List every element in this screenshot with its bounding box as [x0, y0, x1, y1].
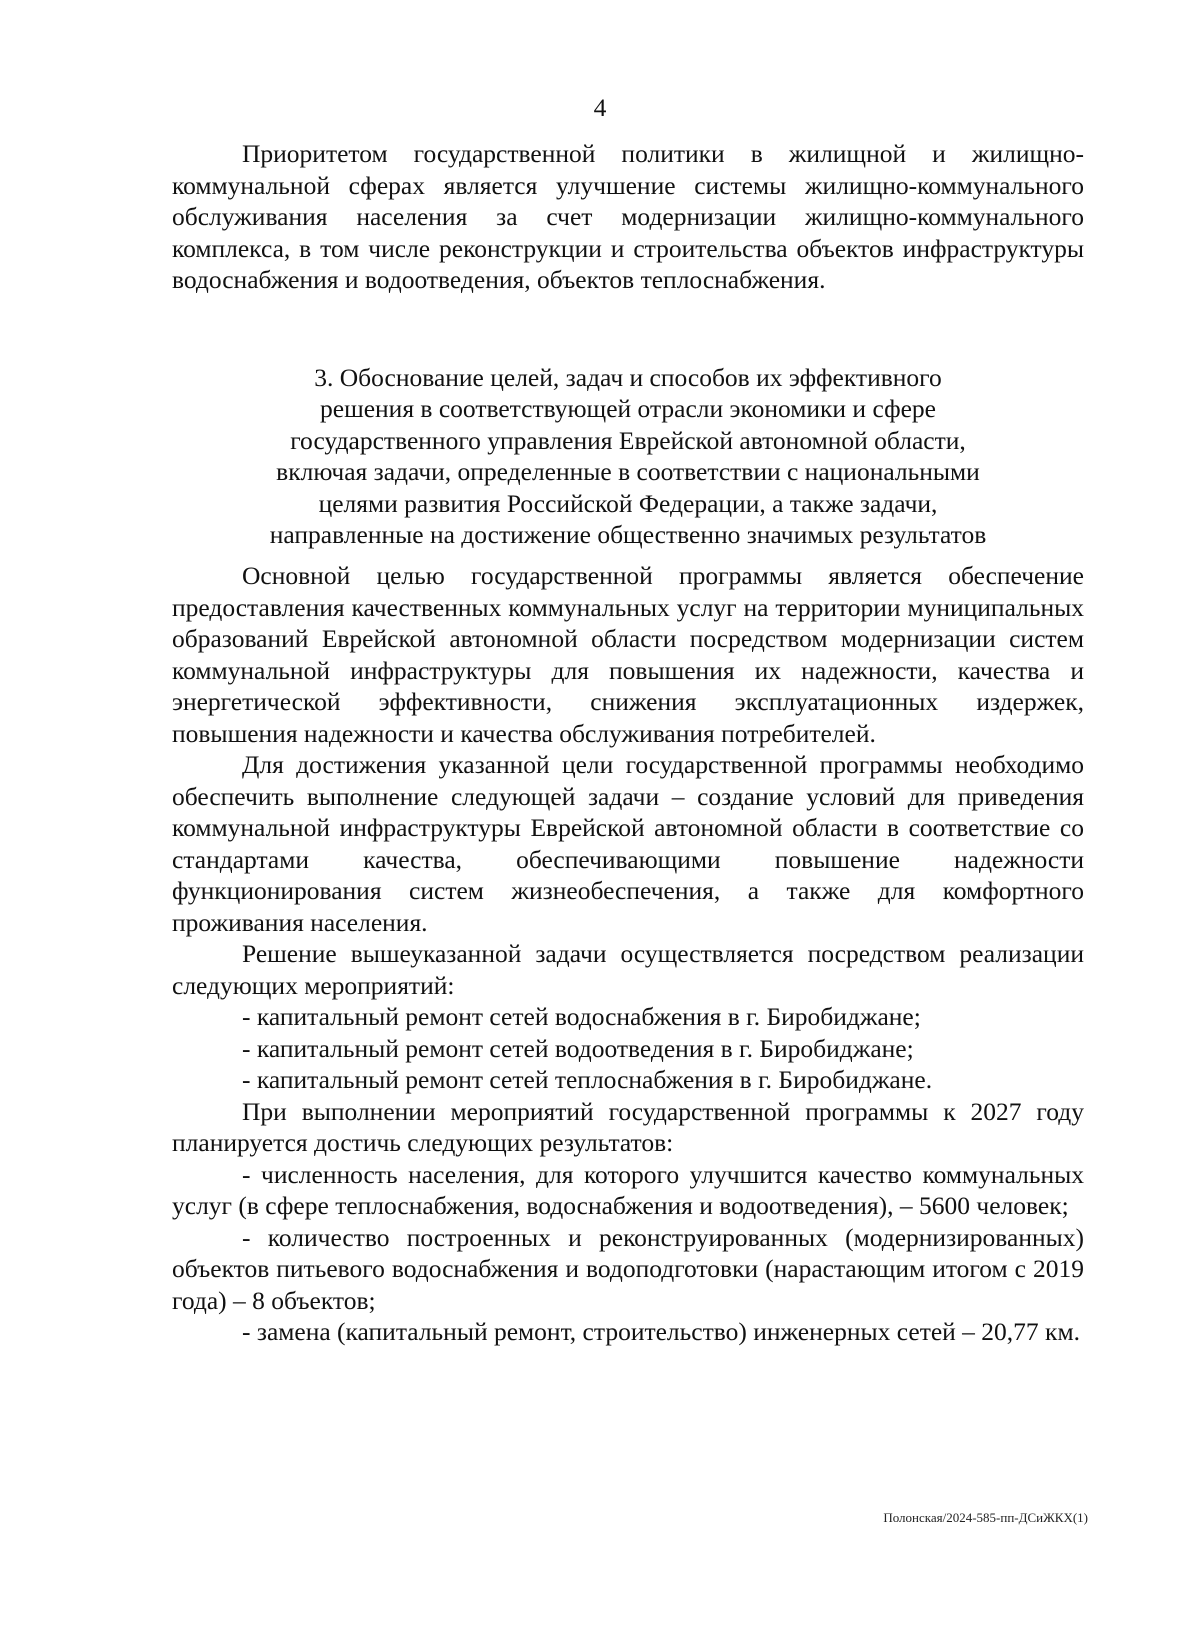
- result-item: - замена (капитальный ремонт, строительство) инженерных сетей – 20,77 км.: [242, 1317, 1080, 1346]
- section-heading-line: направленные на достижение общественно значимых результатов: [269, 520, 987, 550]
- result-item: - количество построенных и реконструированных (модернизированных) объектов питьевого водоснабжения и водоподготовки (нарастающим итогом с 2019 года) – 8 объектов;: [172, 1222, 1084, 1315]
- section-heading: [172, 362, 1084, 550]
- page-number: 4: [593, 93, 607, 122]
- intro-block: [172, 138, 1084, 296]
- task-paragraph: Для достижения указанной цели государственной программы необходимо обеспечить выполнение следующей задачи – создание условий для приведения коммунальной инфраструктуры Еврейской автономной области в соответствие со стандартами качества, обеспечивающими повышение надежности функционирования систем жизнеобеспечения, а также для комфортного проживания населения.: [172, 750, 1084, 937]
- results-paragraph: При выполнении мероприятий государственной программы к 2027 году планируется достичь следующих результатов:: [172, 1096, 1084, 1157]
- solution-paragraph: Решение вышеуказанной задачи осуществляется посредством реализации следующих мероприятий:: [172, 939, 1084, 1000]
- intro-paragraph: Приоритетом государственной политики в жилищной и жилищно-коммунальной сферах является улучшение системы жилищно-коммунального обслуживания населения за счет модернизации жилищно-коммунального комплекса, в том числе реконструкции и строительства объектов инфраструктуры водоснабжения и водоотведения, объектов теплоснабжения.: [172, 139, 1084, 294]
- document-footer-code: Полонская/2024-585-пп-ДСиЖКХ(1): [883, 1510, 1088, 1525]
- goal-paragraph: Основной целью государственной программы является обеспечение предоставления качественных коммунальных услуг на территории муниципальных образований Еврейской автономной области посредством модернизации систем коммунальной инфраструктуры для повышения их надежности, качества и энергетической эффективности, снижения эксплуатационных издержек, повышения надежности и качества обслуживания потребителей.: [172, 561, 1084, 748]
- section-heading-line: 3. Обоснование целей, задач и способов их эффективного: [314, 363, 942, 392]
- measure-item: - капитальный ремонт сетей водоснабжения в г. Биробиджане;: [242, 1002, 921, 1031]
- result-item: - численность населения, для которого улучшится качество коммунальных услуг (в сфере теплоснабжения, водоснабжения и водоотведения), – 5600 человек;: [172, 1159, 1084, 1220]
- measure-item: - капитальный ремонт сетей теплоснабжения в г. Биробиджане.: [242, 1065, 933, 1094]
- section-heading-line: решения в соответствующей отрасли экономики и сфере: [320, 394, 936, 424]
- main-body: [172, 560, 1084, 1348]
- section-heading-line: целями развития Российской Федерации, а также задачи,: [318, 488, 938, 518]
- section-heading-line: включая задачи, определенные в соответствии с национальными: [276, 457, 980, 487]
- section-heading-line: государственного управления Еврейской автономной области,: [290, 425, 966, 455]
- measure-item: - капитальный ремонт сетей водоотведения в г. Биробиджане;: [242, 1033, 914, 1063]
